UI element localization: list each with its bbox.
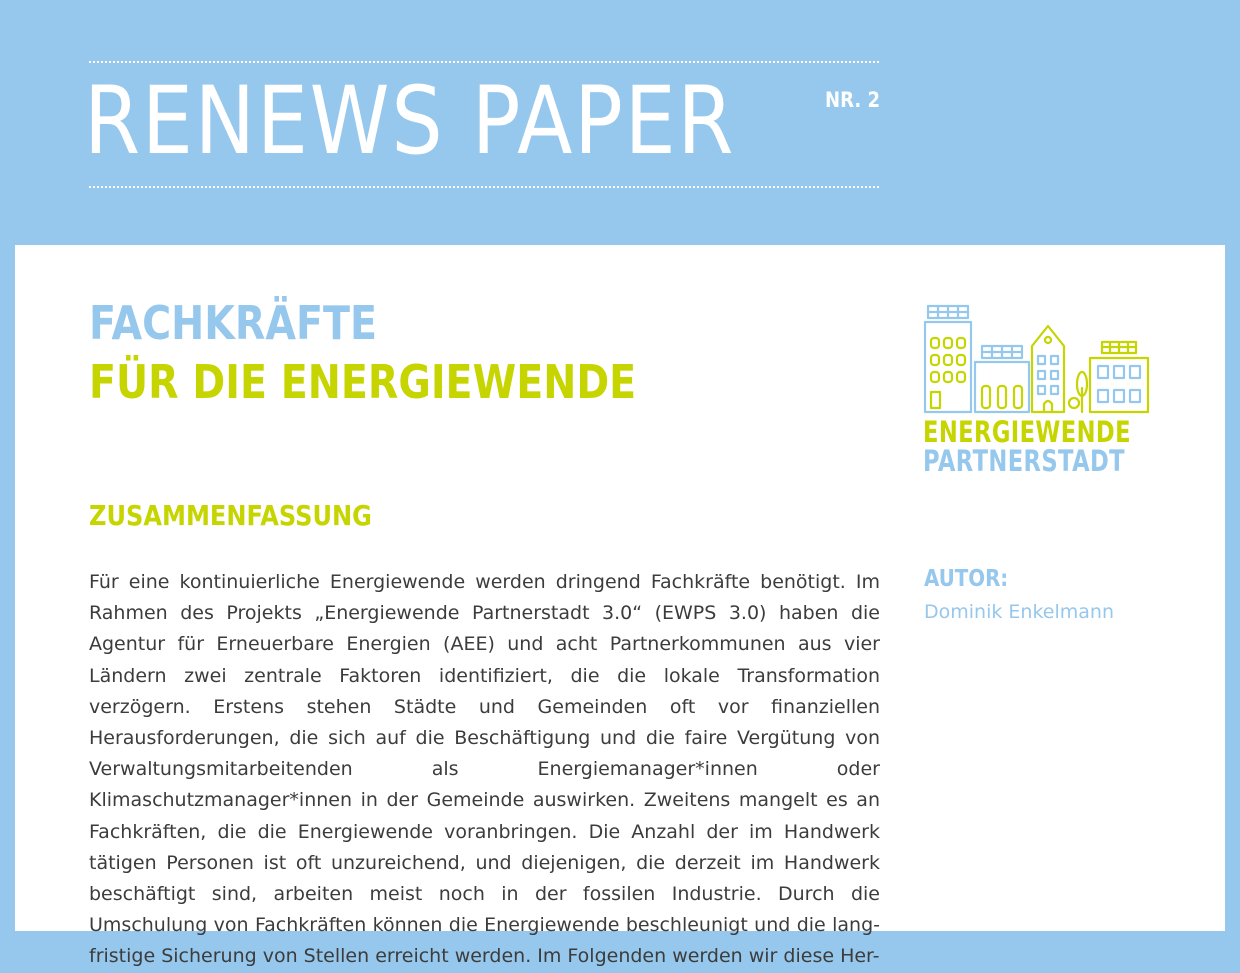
publication-title: RENEWS PAPER bbox=[84, 67, 736, 176]
masthead bbox=[0, 0, 1240, 245]
article-title-line1: FACHKRÄFTE bbox=[89, 296, 378, 350]
logo-wordmark-line2: PARTNERSTADT bbox=[923, 444, 1126, 478]
author-label: AUTOR: bbox=[924, 566, 1009, 592]
solar-panel-icon bbox=[928, 306, 968, 318]
issue-number: NR. 2 bbox=[825, 88, 881, 112]
tree-icon bbox=[1069, 372, 1087, 412]
logo-wordmark-line1: ENERGIEWENDE bbox=[923, 415, 1131, 449]
dotted-divider-top bbox=[89, 61, 879, 63]
summary-paragraph: Für eine kontinuierliche Energiewende werden dringend Fachkräfte benötigt. Im Rahmen des Projekts „Energiewende Partnerstadt 3.0“ (EWPS 3.0) haben die Agentur für Erneuerbare Energien (AEE) und acht Partnerkommunen aus vier Ländern zwei zentrale Faktoren identifiziert, die die lokale Transformation verzögern. Erstens stehen Städte und Gemeinden oft vor finanziellen Herausforderungen, die sich auf die Beschäftigung und die faire Vergütung von Verwaltungsmitarbeitenden als Energiemanager*innen oder Klimaschutzmanager*innen in der Gemeinde auswirken. Zweitens mangelt es an Fachkräften, die die Energiewende voranbringen. Die Anzahl der im Handwerk tätigen Personen ist oft unzureichend, und diejenigen, die derzeit im Handwerk beschäftigt sind, arbeiten meist noch in der fossilen Industrie. Durch die Umschulung von Fachkräften können die Energiewende beschleunigt und die langfristige Sicherung von Stellen erreicht werden. Im Folgenden werden wir diese Her- bbox=[89, 571, 880, 968]
section-heading: ZUSAMMENFASSUNG bbox=[89, 499, 372, 532]
author-name: Dominik Enkelmann bbox=[924, 601, 1114, 623]
article-title-line2: FÜR DIE ENERGIEWENDE bbox=[89, 355, 637, 409]
dotted-divider-bottom bbox=[89, 186, 879, 188]
